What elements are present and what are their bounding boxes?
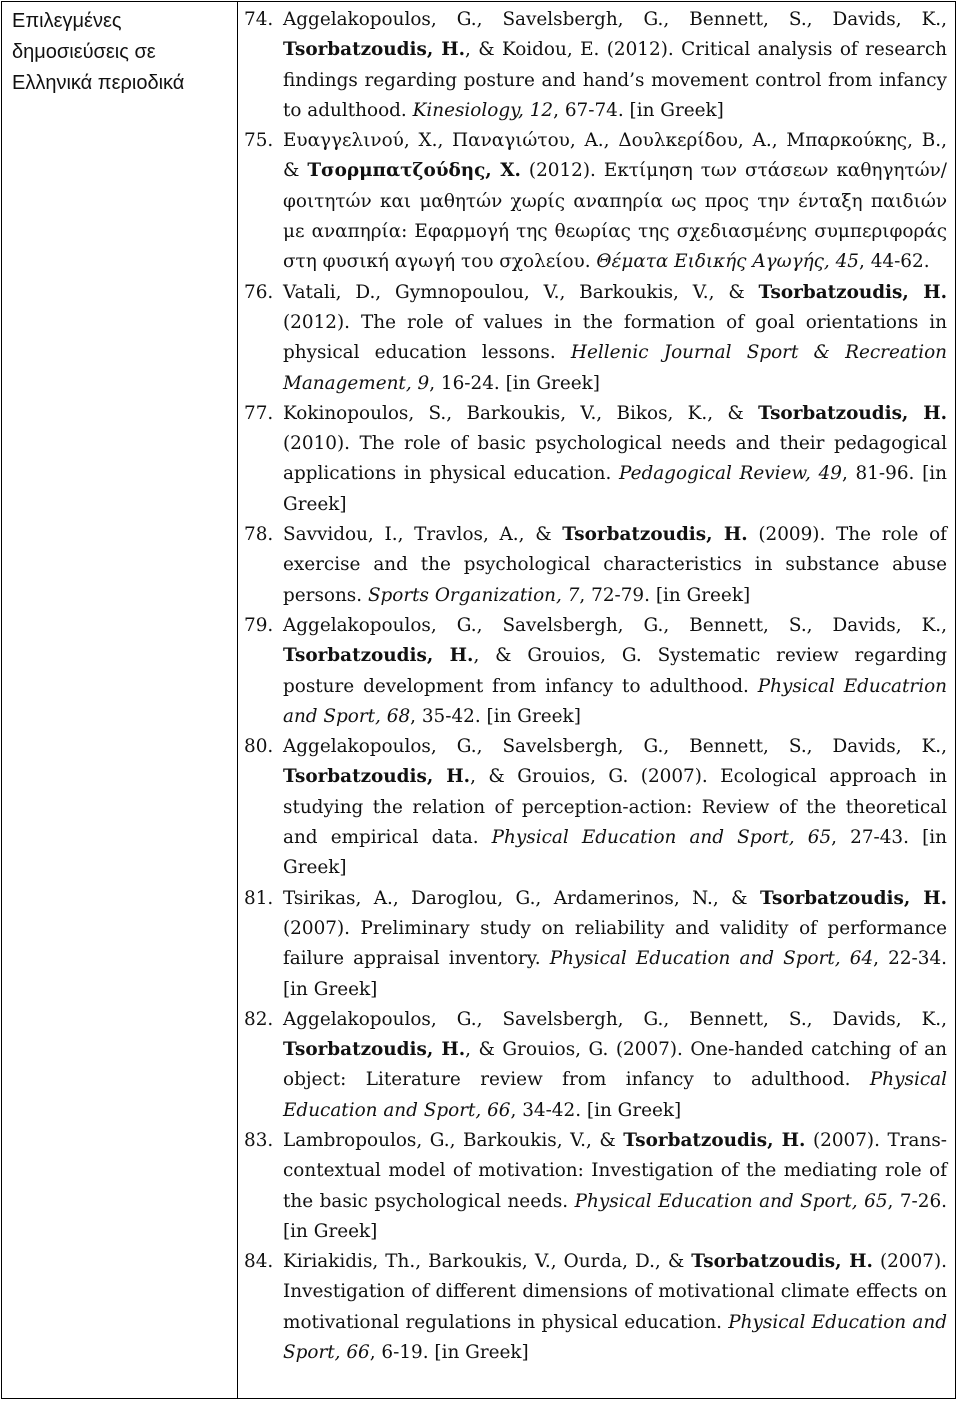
- citation-text: (2007). Investigation of different dimensions of motivational climate effects on motivational regulations in physical education.: [283, 1251, 947, 1333]
- citation-text: , 6-19. [in Greek]: [369, 1342, 529, 1364]
- publication-entry: [244, 1005, 947, 1126]
- entry-number: 79.: [244, 614, 274, 636]
- section-label-line: Ελληνικά περιοδικά: [12, 72, 185, 94]
- citation-text: Ευαγγελινού, Χ., Παναγιώτου, Α., Δουλκερίδου, Α., Μπαρκούκης, Β., &: [283, 130, 947, 182]
- citation-text: Aggelakopoulos, G., Savelsbergh, G., Bennett, S., Davids, K.,: [283, 9, 947, 30]
- entry-number: 74.: [244, 9, 274, 30]
- author-highlight: Tsorbatzoudis, H.: [691, 1251, 873, 1273]
- citation-text: , 35-42. [in Greek]: [410, 705, 581, 727]
- section-label-cell: [12, 6, 232, 99]
- citation-text: (2012). The role of values in the formation of goal orientations in physical education lessons.: [283, 311, 947, 364]
- author-highlight: Tsorbatzoudis, H.: [758, 402, 947, 424]
- citation-text: , 7-26. [in Greek]: [283, 1190, 947, 1242]
- author-highlight: Tsorbatzoudis, H.: [283, 766, 471, 788]
- entry-number: 78.: [244, 524, 274, 546]
- citation-text: , & Grouios, G. (2007). One-handed catching of an object: Literature review from infancy to adulthood.: [283, 1039, 947, 1091]
- journal-name: Kinesiology, 12: [412, 99, 554, 121]
- entry-number: 84.: [244, 1251, 274, 1273]
- author-highlight: Tsorbatzoudis, H.: [283, 1039, 466, 1061]
- author-highlight: Tsorbatzoudis, H.: [759, 887, 947, 909]
- citation-text: , 44-62.: [859, 251, 930, 273]
- author-highlight: Tsorbatzoudis, H.: [283, 645, 474, 667]
- publication-entry: [244, 1247, 947, 1368]
- publication-entry: [244, 5, 947, 126]
- author-highlight: Tsorbatzoudis, H.: [562, 524, 748, 546]
- citation-text: , 27-43. [in Greek]: [283, 827, 947, 879]
- publication-entry: [244, 611, 947, 732]
- entry-number: 76.: [244, 281, 274, 303]
- citation-text: (2012). Εκτίμηση των στάσεων καθηγητών/φοιτητών και μαθητών χωρίς αναπηρία ως προς την ένταξη παιδιών με αναπηρία: Εφαρμογή της θεωρίας της σχεδιασμένης συμπεριφοράς στη φυσική αγωγή του σχολείου.: [283, 160, 948, 273]
- publication-entry: [244, 126, 947, 277]
- author-highlight: Tsorbatzoudis, H.: [758, 281, 947, 303]
- publication-entry: [244, 1126, 947, 1247]
- author-highlight: Tsorbatzoudis, H.: [623, 1129, 806, 1151]
- author-highlight: Τσορμπατζούδης, Χ.: [307, 160, 521, 182]
- column-divider: [237, 1, 238, 1399]
- citation-text: Aggelakopoulos, G., Savelsbergh, G., Bennett, S., Davids, K.,: [283, 614, 947, 636]
- entry-number: 77.: [244, 402, 274, 424]
- entry-number: 75.: [244, 130, 274, 152]
- entry-number: 80.: [244, 736, 274, 758]
- entry-number: 82.: [244, 1008, 274, 1030]
- journal-name: Physical Education and Sport, 66: [283, 1069, 947, 1121]
- publication-entry: [244, 399, 947, 520]
- journal-name: Physical Education and Sport, 65: [574, 1190, 888, 1212]
- citation-text: Kokinopoulos, S., Barkoukis, V., Bikos, K., &: [283, 402, 759, 424]
- citation-text: Aggelakopoulos, G., Savelsbergh, G., Bennett, S., Davids, K.,: [283, 1008, 947, 1030]
- journal-name: Sports Organization, 7: [367, 584, 580, 606]
- citation-text: , 67-74. [in Greek]: [553, 99, 724, 121]
- author-highlight: Tsorbatzoudis, H.: [283, 39, 465, 61]
- journal-name: Physical Education and Sport, 64: [549, 948, 874, 970]
- publication-entry: [244, 732, 947, 883]
- entry-number: 81.: [244, 887, 274, 909]
- journal-name: Hellenic Journal Sport & Recreation Management, 9: [283, 342, 947, 394]
- citation-text: Savvidou, I., Travlos, A., &: [283, 524, 563, 546]
- publication-entry: [244, 278, 947, 399]
- entry-number: 83.: [244, 1129, 274, 1151]
- journal-name: Physical Educatrion and Sport, 68: [283, 675, 947, 727]
- citation-text: , 34-42. [in Greek]: [510, 1099, 682, 1121]
- journal-name: Pedagogical Review, 49: [619, 463, 842, 485]
- section-label-line: Επιλεγμένες: [12, 10, 122, 32]
- citation-text: , 72-79. [in Greek]: [579, 584, 751, 606]
- citation-text: , & Grouios, G. (2007). Ecological approach in studying the relation of perception-action: Review of the theoretical and empirical data.: [283, 766, 947, 849]
- citation-text: , 81-96. [in Greek]: [283, 463, 947, 515]
- citation-text: Kiriakidis, Th., Barkoukis, V., Ourda, D., &: [283, 1251, 692, 1273]
- citation-text: (2007). Trans-contextual model of motivation: Investigation of the mediating role of the basic psychological needs.: [283, 1129, 947, 1212]
- citation-text: (2009). The role of exercise and the psychological characteristics in substance abuse persons.: [283, 524, 947, 606]
- citation-text: Tsirikas, A., Daroglou, G., Ardamerinos, N., &: [283, 887, 760, 909]
- publication-entry: [244, 520, 947, 611]
- section-label-line: δημοσιεύσεις σε: [12, 41, 156, 63]
- citation-text: Lambropoulos, G., Barkoukis, V., &: [283, 1129, 624, 1151]
- citation-text: Vatali, D., Gymnopoulou, V., Barkoukis, V., &: [283, 281, 759, 303]
- journal-name: Θέματα Ειδικής Αγωγής, 45: [596, 251, 859, 273]
- journal-name: Physical Education and Sport, 65: [491, 827, 832, 849]
- citation-text: , & Grouios, G. Systematic review regarding posture development from infancy to adulthood.: [283, 645, 947, 697]
- publication-entry: [244, 884, 947, 1005]
- journal-name: Physical Education and Sport, 66: [283, 1311, 947, 1364]
- citation-text: , 16-24. [in Greek]: [429, 372, 600, 394]
- citation-text: (2010). The role of basic psychological needs and their pedagogical applications in physical education.: [283, 433, 947, 485]
- citation-text: , & Koidou, E. (2012). Critical analysis of research findings regarding posture and hand’s movement control from infancy to adulthood.: [283, 39, 947, 121]
- publication-list: [244, 5, 947, 1368]
- citation-text: (2007). Preliminary study on reliability and validity of performance failure appraisal inventory.: [283, 917, 947, 970]
- citation-text: , 22-34. [in Greek]: [283, 948, 947, 1000]
- citation-text: Aggelakopoulos, G., Savelsbergh, G., Bennett, S., Davids, K.,: [283, 736, 947, 758]
